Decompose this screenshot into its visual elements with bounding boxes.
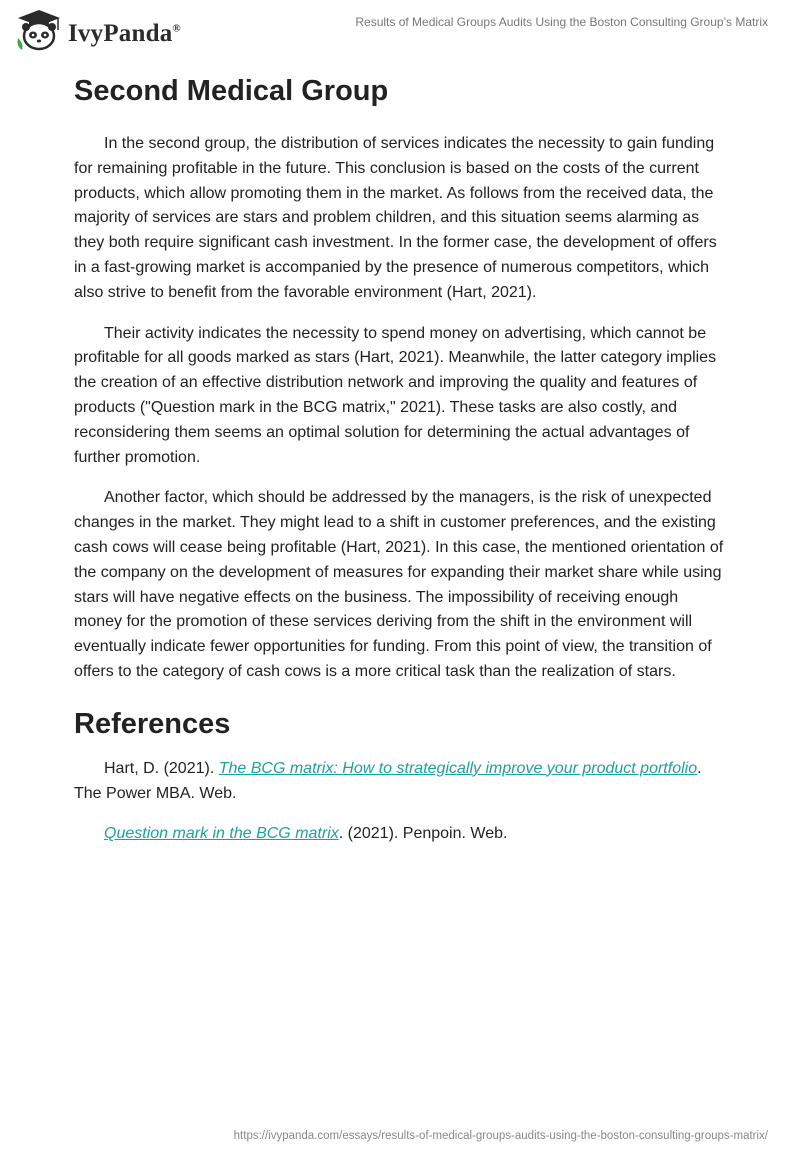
references-heading: References: [74, 707, 231, 740]
paragraph: In the second group, the distribution of services indicates the necessity to gain funding for remaining profitable in the future. This conclusion is based on the costs of the current products, which allow promoting them in the market. As follows from the received data, the majority of services are stars and problem children, and this situation seems alarming as they both require significant cash investment. In the former case, the development of offers in a fast-growing market is accompanied by the presence of numerous competitors, which also strive to benefit from the favorable environment (Hart, 2021).: [74, 135, 717, 301]
reference-link[interactable]: The BCG matrix: How to strategically improve your product portfolio: [218, 759, 698, 777]
section-heading: Second Medical Group: [74, 75, 389, 107]
page-url: https://ivypanda.com/essays/results-of-medical-groups-audits-using-the-boston-consulting-groups-matrix/: [233, 1130, 768, 1142]
document-title: Results of Medical Groups Audits Using the Boston Consulting Group’s Matrix: [355, 15, 768, 29]
paragraph: Their activity indicates the necessity to spend money on advertising, which cannot be profitable for all goods marked as stars (Hart, 2021). Meanwhile, the latter category implies the creation of an effective distribution network and improving the quality and features of products ("Question mark in the BCG matrix," 2021). These tasks are also costly, and reconsidering them seems an optimal solution for determining the actual advantages of further promotion.: [74, 324, 717, 466]
paragraph: Another factor, which should be addressed by the managers, is the risk of unexpected changes in the market. They might lead to a shift in customer preferences, and the existing cash cows will cease being profitable (Hart, 2021). In this case, the mentioned orientation of the company on the development of measures for expanding their market share while using stars will have negative effects on the business. The impossibility of receiving enough money for the promotion of these services deriving from the shift in the environment will eventually indicate fewer opportunities for funding. From this point of view, the transition of offers to the category of cash cows is a more critical task than the realization of stars.: [74, 489, 724, 680]
reference-suffix: . The Power MBA. Web.: [74, 759, 702, 802]
reference-item: [74, 757, 726, 807]
brand-name: IvyPanda®: [68, 20, 181, 47]
panda-logo-icon: [14, 8, 64, 52]
article-body: [74, 132, 726, 685]
article-content: [74, 74, 726, 863]
reference-link[interactable]: Question mark in the BCG matrix: [104, 825, 339, 843]
reference-prefix: Hart, D. (2021).: [104, 759, 219, 777]
reference-suffix: . (2021). Penpoin. Web.: [338, 825, 508, 843]
brand-logo[interactable]: [14, 8, 181, 52]
reference-item: [74, 822, 726, 847]
